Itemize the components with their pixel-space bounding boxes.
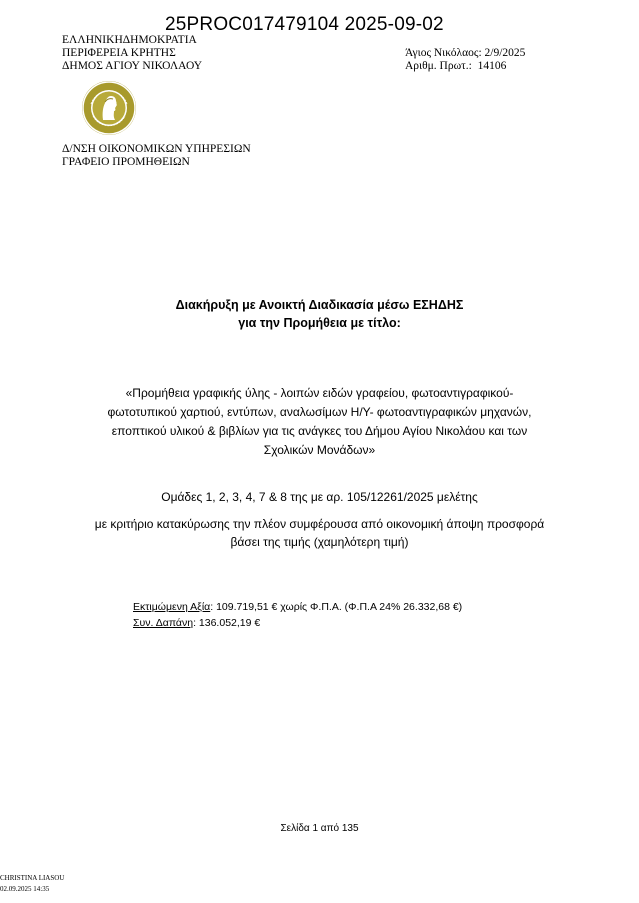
notice-title <box>0 296 639 332</box>
issuer-country: ΕΛΛΗΝΙΚΗΔΗΜΟΚΡΑΤΙΑ <box>62 34 197 46</box>
document-id: 25PROC017479104 2025-09-02 <box>165 14 444 35</box>
estimated-value-amount: : 109.719,51 € χωρίς Φ.Π.Α. (Φ.Π.Α 24% 26.332,68 €) <box>210 601 463 613</box>
signer-name: CHRISTINA LIASOU <box>0 874 65 882</box>
lot-groups: Ομάδες 1, 2, 3, 4, 7 & 8 της με αρ. 105/12261/2025 μελέτης <box>161 490 478 504</box>
department-block <box>62 143 251 169</box>
subject-line-2: φωτοτυπικού χαρτιού, εντύπων, αναλωσίμων Η/Υ- φωτοαντιγραφικών μηχανών, <box>107 405 532 419</box>
subject-line-4: Σχολικών Μονάδων» <box>263 443 376 457</box>
criterion-line-2: βάσει της τιμής (χαμηλότερη τιμή) <box>230 535 409 549</box>
office-name: ΓΡΑΦΕΙΟ ΠΡΟΜΗΘΕΙΩΝ <box>62 156 190 168</box>
page-number: Σελίδα 1 από 135 <box>280 823 359 834</box>
title-line-2: για την Προμήθεια με τίτλο: <box>238 316 401 330</box>
criterion-line-1: με κριτήριο κατακύρωσης την πλέον συμφέρουσα από οικονομική άποψη προσφορά <box>94 517 545 531</box>
date-line <box>405 47 525 60</box>
date-label: Άγιος Νικόλαος: <box>405 47 482 59</box>
title-line-1: Διακήρυξη με Ανοικτή Διαδικασία μέσω ΕΣΗΔΗΣ <box>175 298 464 312</box>
issuer-region: ΠΕΡΙΦΕΡΕΙΑ ΚΡΗΤΗΣ <box>62 47 176 59</box>
date-value: 2/9/2025 <box>484 47 526 59</box>
signature-timestamp: 02.09.2025 14:35 <box>0 885 50 893</box>
date-protocol-block <box>405 47 525 73</box>
cost-block <box>133 599 462 631</box>
signature-stamp <box>0 873 64 895</box>
subject-line-3: εποπτικού υλικού & βιβλίων για τις ανάγκες του Δήμου Αγίου Νικολάου και των <box>111 424 528 438</box>
total-cost-line <box>133 615 462 631</box>
protocol-line <box>405 60 525 73</box>
award-criterion <box>30 515 609 551</box>
municipality-seal-icon <box>81 80 137 136</box>
subject-line-1: «Προμήθεια γραφικής ύλης - λοιπών ειδών γραφείου, φωτοαντιγραφικού- <box>125 386 514 400</box>
estimated-value-label: Εκτιμώμενη Αξία <box>133 601 211 613</box>
protocol-label: Αριθμ. Πρωτ.: <box>405 60 472 72</box>
protocol-value: 14106 <box>477 60 507 72</box>
total-cost-amount: : 136.052,19 € <box>193 617 261 629</box>
total-cost-label: Συν. Δαπάνη <box>133 617 194 629</box>
issuer-header <box>62 34 202 73</box>
issuer-municipality: ΔΗΜΟΣ ΑΓΙΟΥ ΝΙΚΟΛΑΟΥ <box>62 60 203 72</box>
estimated-value-line <box>133 599 462 615</box>
procurement-subject <box>40 384 599 460</box>
department-name: Δ/ΝΣΗ ΟΙΚΟΝΟΜΙΚΩΝ ΥΠΗΡΕΣΙΩΝ <box>62 143 251 155</box>
